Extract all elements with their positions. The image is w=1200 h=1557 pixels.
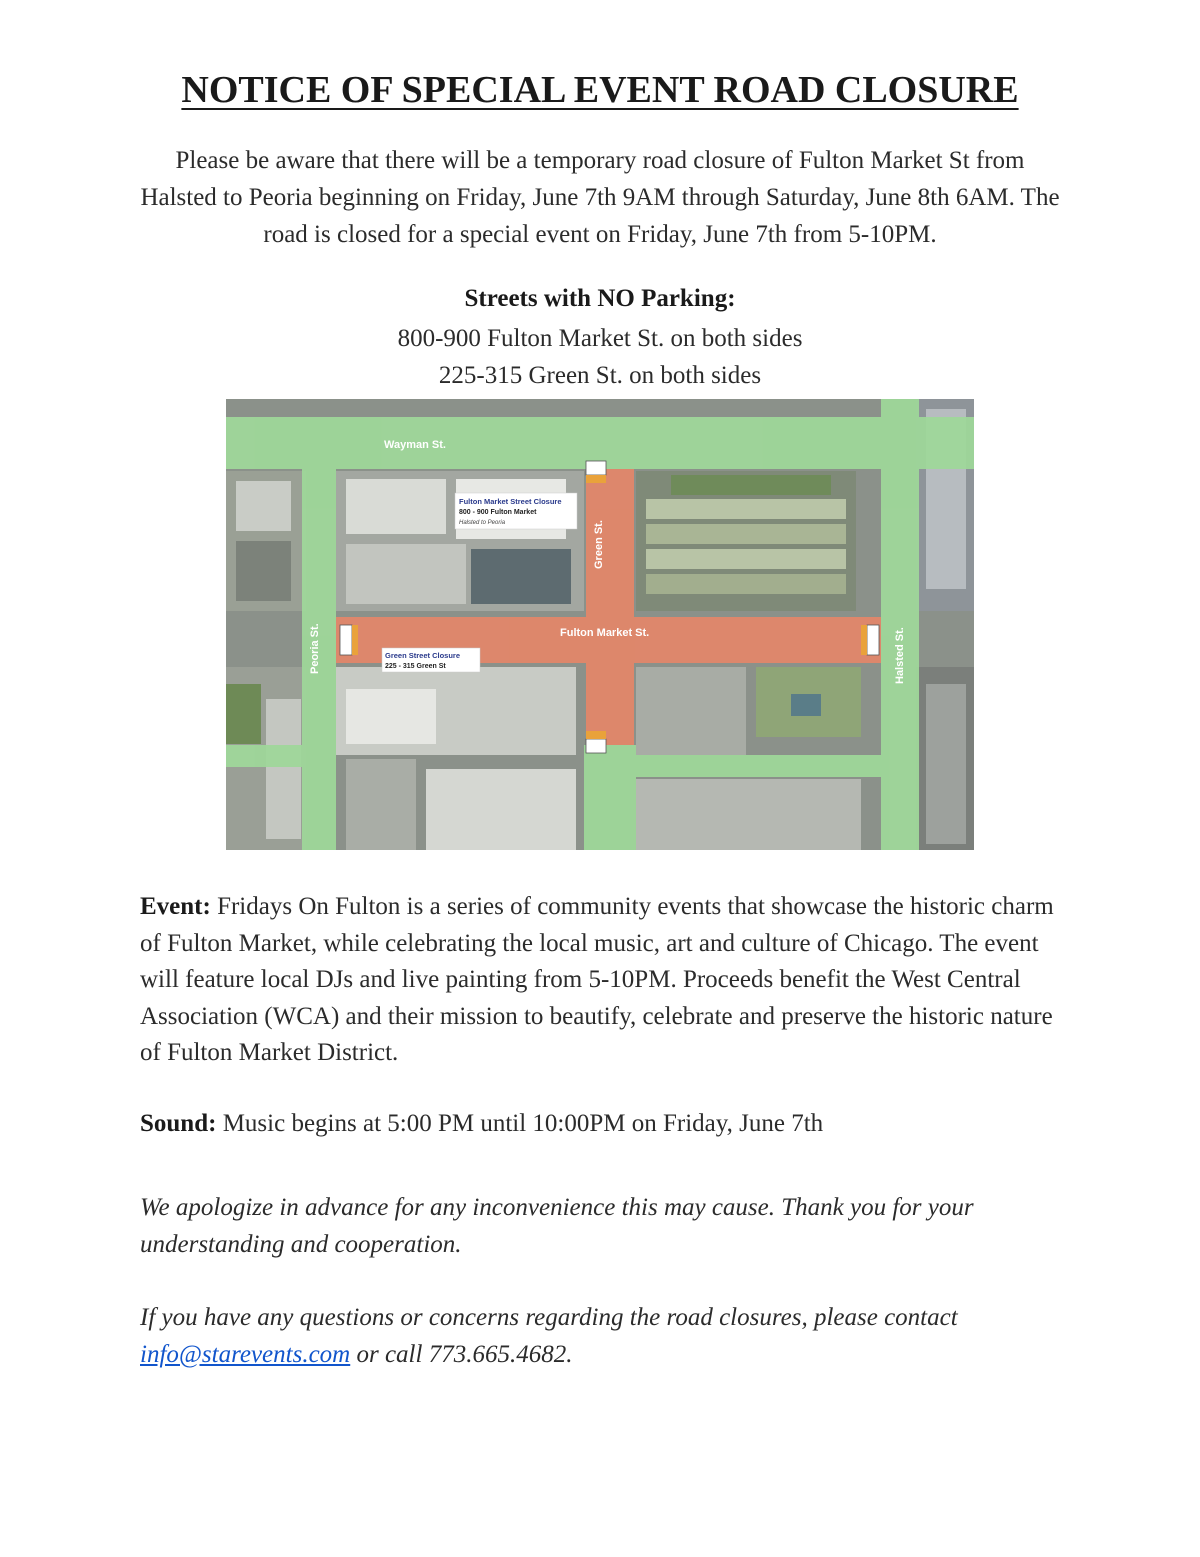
green-box-range: 225 - 315 Green St — [385, 663, 446, 670]
sound-paragraph — [140, 1106, 1070, 1143]
green-closure-box — [382, 648, 480, 672]
contact-paragraph — [140, 1300, 1070, 1373]
intro-paragraph: Please be aware that there will be a temporary road closure of Fulton Market St from Halsted to Peoria beginning on Friday, June 7th 9AM through Saturday, June 8th 6AM. The road is closed for a special event on Friday, June 7th from 5-10PM. — [140, 147, 1060, 248]
fulton-box-note: Halsted to Peoria — [459, 520, 506, 526]
fulton-closure-box — [455, 493, 577, 529]
green-box-title: Green Street Closure — [385, 651, 461, 660]
sound-label: Sound: — [140, 1110, 217, 1137]
label-fulton-market-st: Fulton Market St. — [560, 627, 650, 639]
label-wayman-st: Wayman St. — [384, 439, 446, 451]
label-peoria-st: Peoria St. — [309, 623, 321, 674]
contact-email-link[interactable]: info@starevents.com — [140, 1340, 351, 1368]
contact-prefix: If you have any questions or concerns regarding the road closures, please contact — [140, 1304, 958, 1331]
event-paragraph — [140, 889, 1070, 1072]
event-label: Event: — [140, 893, 211, 920]
label-halsted-st: Halsted St. — [894, 627, 906, 684]
fulton-box-range: 800 - 900 Fulton Market — [459, 509, 537, 516]
barricade-icon-green-south — [586, 731, 606, 753]
closure-map-graphic — [226, 399, 974, 850]
no-parking-line-fulton: 800-900 Fulton Market St. on both sides — [397, 325, 803, 352]
apology-paragraph: We apologize in advance for any inconvenience this may cause. Thank you for your understanding and cooperation. — [140, 1194, 974, 1258]
closure-map — [226, 399, 974, 850]
barricade-icon-peoria — [340, 625, 358, 655]
fulton-box-title: Fulton Market Street Closure — [459, 497, 562, 506]
no-parking-heading: Streets with NO Parking: — [464, 285, 736, 312]
page-title: NOTICE OF SPECIAL EVENT ROAD CLOSURE — [181, 69, 1019, 111]
contact-suffix: or call 773.665.4682. — [350, 1340, 573, 1368]
no-parking-line-green: 225-315 Green St. on both sides — [438, 362, 762, 389]
barricade-icon-halsted — [861, 625, 879, 655]
label-green-st: Green St. — [593, 520, 605, 569]
sound-text: Music begins at 5:00 PM until 10:00PM on Friday, June 7th — [216, 1110, 824, 1137]
barricade-icon-green-north — [586, 461, 606, 483]
event-text: Fridays On Fulton is a series of community events that showcase the historic charm of Fulton Market, while celebrating the local music, art and culture of Chicago. The event will feature local DJs and live painting from 5-10PM. Proceeds benefit the West Central Association (WCA) and their mission to beautify, celebrate and preserve the historic nature of Fulton Market District. — [140, 893, 1054, 1066]
